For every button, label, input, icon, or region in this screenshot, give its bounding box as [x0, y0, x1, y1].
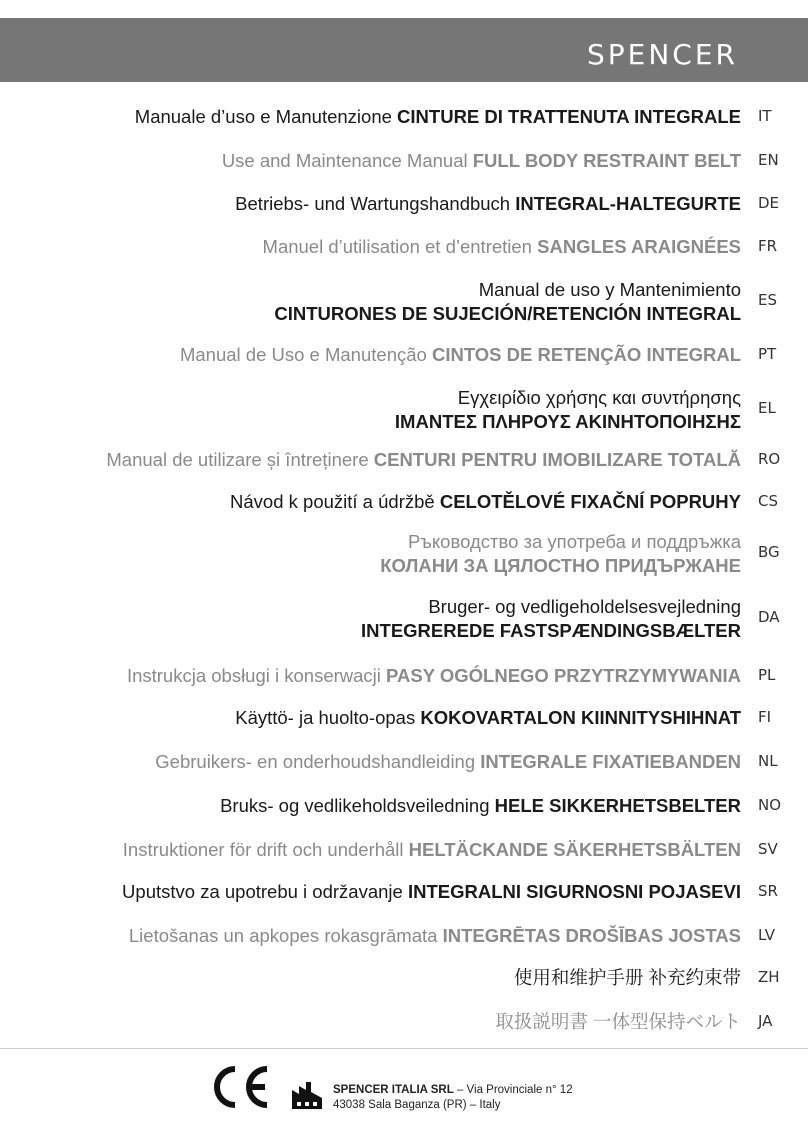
- manual-title-text: Manuale d’uso e Manutenzione: [134, 106, 398, 127]
- language-code: CS: [758, 492, 778, 510]
- manual-title-text: 使用和维护手册 补充约束带: [513, 967, 741, 988]
- manual-product-name: INTEGRALNI SIGURNOSNI POJASEVI: [407, 881, 741, 902]
- language-code: LV: [758, 926, 775, 944]
- manual-product-name: HELE SIKKERHETSBELTER: [494, 795, 741, 816]
- spencer-logo: SPENCER: [587, 38, 738, 71]
- manual-title-text: Use and Maintenance Manual: [221, 150, 473, 171]
- manual-title-line: [361, 619, 741, 642]
- manual-product-name: КОЛАНИ ЗА ЦЯЛОСТНО ПРИДЪРЖАНЕ: [380, 555, 741, 576]
- manual-product-name: INTEGRĒTAS DROŠĪBAS JOSTAS: [442, 925, 741, 946]
- manual-title-line: [235, 706, 741, 729]
- manual-product-name: CINTOS DE RETENÇÃO INTEGRAL: [431, 344, 741, 365]
- manual-product-name: INTEGREREDE FASTSPÆNDINGSBÆLTER: [361, 620, 741, 641]
- manual-title-text: Manuel d’utilisation et d’entretien: [262, 236, 538, 257]
- manual-title-line: [155, 750, 741, 773]
- manual-title-text: Manual de utilizare și întreținere: [106, 449, 374, 470]
- ce-mark-icon: [207, 1063, 273, 1111]
- manual-title-line: [479, 278, 741, 301]
- manual-product-name: HELTÄCKANDE SÄKERHETSBÄLTEN: [408, 839, 741, 860]
- manual-title-text: Manual de uso y Mantenimiento: [478, 279, 741, 300]
- manual-title-line: [495, 1010, 741, 1033]
- language-code: NL: [758, 752, 778, 770]
- header-bar: [0, 18, 808, 82]
- footer-divider: [0, 1048, 808, 1049]
- manual-product-name: CINTURE DI TRATTENUTA INTEGRALE: [397, 106, 741, 127]
- language-code: ES: [758, 291, 777, 309]
- manual-product-name: CELOTĚLOVÉ FIXAČNÍ POPRUHY: [439, 491, 741, 512]
- manual-product-name: KOKOVARTALON KIINNITYSHIHNAT: [420, 707, 741, 728]
- manual-title-line: [129, 924, 741, 947]
- manual-title-line: [428, 595, 741, 618]
- manual-product-name: SANGLES ARAIGNÉES: [537, 236, 741, 257]
- address-line-1: – Via Provinciale n° 12: [453, 1084, 573, 1096]
- company-address: [333, 1083, 573, 1113]
- company-name: SPENCER ITALIA SRL: [333, 1084, 454, 1096]
- manual-title-line: [135, 105, 741, 128]
- manufacturer-icon: [291, 1080, 323, 1110]
- language-code: DE: [758, 194, 780, 212]
- manual-title-line: [106, 448, 741, 471]
- manual-title-line: [222, 149, 741, 172]
- manual-title-line: [180, 343, 741, 366]
- manual-title-line: [230, 490, 741, 513]
- language-code: EL: [758, 399, 776, 417]
- language-code: SR: [758, 882, 778, 900]
- language-code: EN: [758, 151, 779, 169]
- manual-title-line: [408, 530, 741, 553]
- manual-product-name: FULL BODY RESTRAINT BELT: [472, 150, 741, 171]
- language-code: DA: [758, 608, 780, 626]
- manual-title-line: [274, 302, 741, 325]
- manual-title-line: [220, 794, 741, 817]
- manual-product-name: CENTURI PENTRU IMOBILIZARE TOTALĂ: [373, 449, 741, 470]
- manual-title-text: Instrukcja obsługi i konserwacji: [126, 665, 387, 686]
- manual-product-name: INTEGRALE FIXATIEBANDEN: [480, 751, 741, 772]
- manual-title-line: [127, 664, 741, 687]
- language-code: PL: [758, 666, 776, 684]
- manual-title-text: Ръководство за употреба и поддръжка: [407, 531, 741, 552]
- language-code: JA: [758, 1012, 773, 1030]
- manual-product-name: CINTURONES DE SUJECIÓN/RETENCIÓN INTEGRAL: [274, 303, 741, 324]
- language-code: FI: [758, 708, 772, 726]
- manual-title-text: Εγχειρίδιο χρήσης και συντήρησης: [457, 387, 741, 408]
- manual-title-text: Instruktioner för drift och underhåll: [122, 839, 409, 860]
- manual-title-line: [263, 235, 741, 258]
- manual-title-line: [395, 410, 741, 433]
- manual-title-text: Návod k použití a údržbě: [230, 491, 440, 512]
- address-line-2: 43038 Sala Baganza (PR) – Italy: [333, 1099, 501, 1111]
- language-code: SV: [758, 840, 778, 858]
- manual-title-text: Bruks- og vedlikeholdsveiledning: [220, 795, 495, 816]
- manual-title-text: 取扱説明書 一体型保持ベルト: [495, 1011, 741, 1032]
- language-code: NO: [758, 796, 782, 814]
- manual-title-text: Lietošanas un apkopes rokasgrāmata: [128, 925, 443, 946]
- manual-product-name: PASY OGÓLNEGO PRZYTRZYMYWANIA: [386, 665, 741, 686]
- language-code: PT: [758, 345, 777, 363]
- manual-title-text: Uputstvo za upotrebu i održavanje: [122, 881, 408, 902]
- language-code: FR: [758, 237, 778, 255]
- manual-title-line: [123, 838, 741, 861]
- manual-title-text: Manual de Uso e Manutenção: [179, 344, 432, 365]
- manual-title-text: Käyttö- ja huolto-opas: [235, 707, 421, 728]
- language-code: RO: [758, 450, 781, 468]
- manual-title-line: [458, 386, 741, 409]
- manual-product-name: INTEGRAL-HALTEGURTE: [515, 193, 741, 214]
- manual-title-line: [514, 966, 741, 989]
- manual-title-line: [380, 554, 741, 577]
- manual-title-line: [235, 192, 741, 215]
- language-code: ZH: [758, 968, 780, 986]
- manual-title-line: [122, 880, 741, 903]
- manual-title-text: Betriebs- und Wartungshandbuch: [235, 193, 516, 214]
- manual-title-text: Bruger- og vedligeholdelsesvejledning: [428, 596, 741, 617]
- language-code: IT: [758, 107, 772, 125]
- manual-product-name: ΙΜΑΝΤΕΣ ΠΛΗΡΟΥΣ ΑΚΙΝΗΤΟΠΟΙΗΣΗΣ: [394, 411, 741, 432]
- language-code: BG: [758, 543, 780, 561]
- manual-title-text: Gebruikers- en onderhoudshandleiding: [155, 751, 481, 772]
